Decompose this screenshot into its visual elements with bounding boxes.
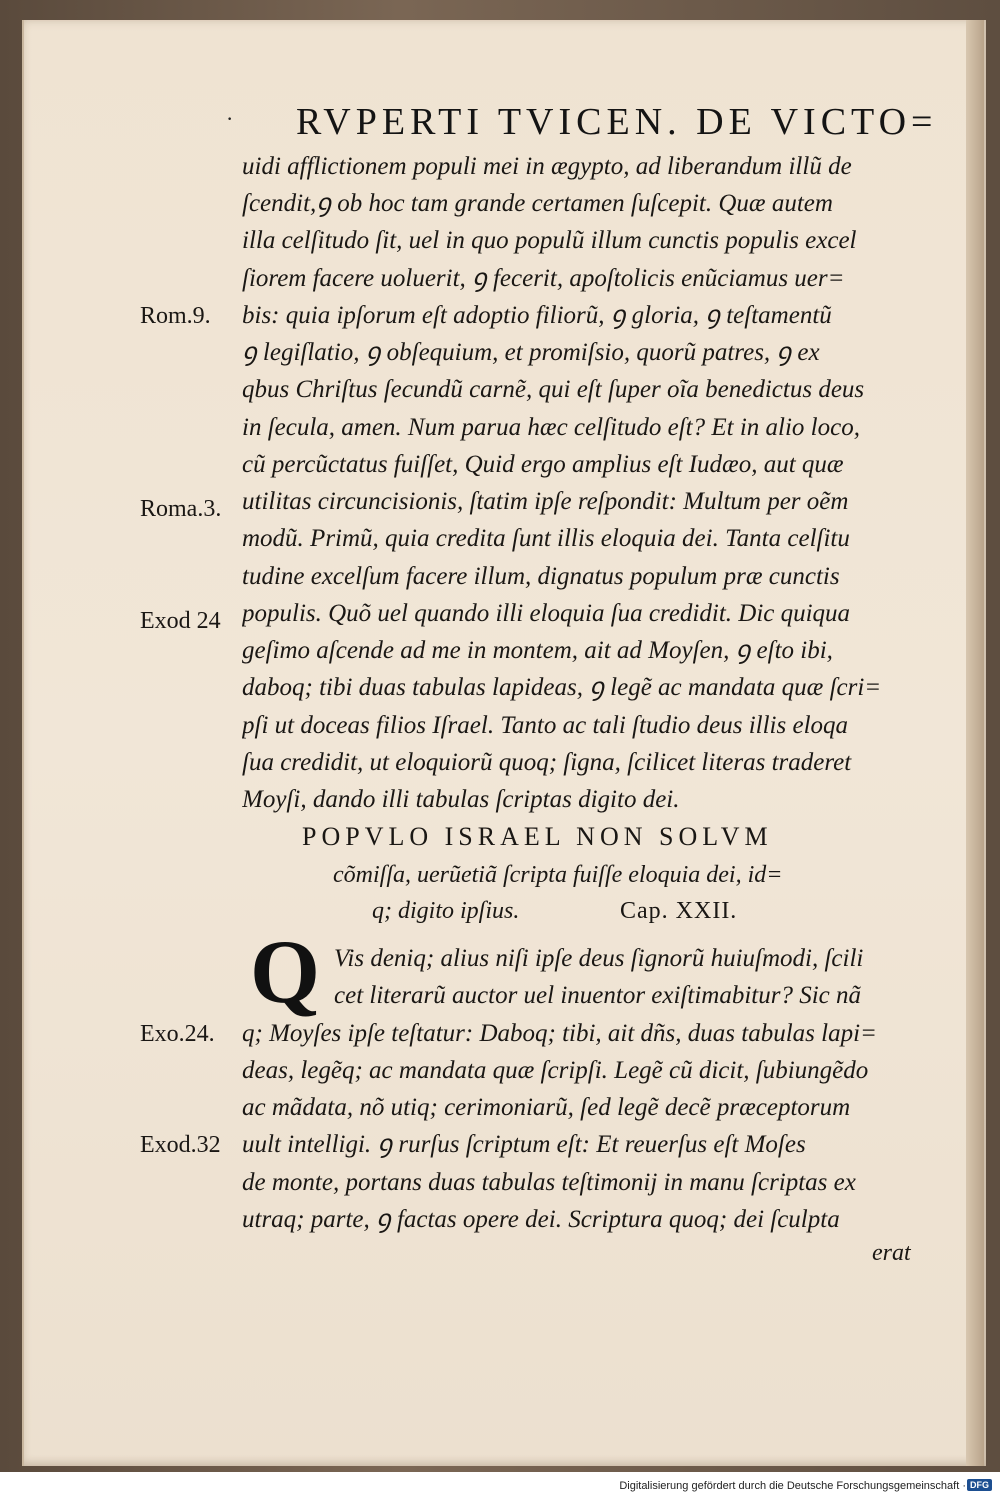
text-line: ſua credidit, ut eloquiorũ quoq; ſigna, ſcilicet literas traderet [242,749,852,776]
margin-note-roma3: Roma.3. [140,496,222,522]
text-line: Vis deniq; alius niſi ipſe deus ſignorũ huiuſmodi, ſcili [334,945,864,972]
text-line: pſi ut doceas filios Iſrael. Tanto ac tali ſtudio deus illis eloqa [242,712,849,739]
text-line: q; Moyſes ipſe teſtatur: Daboq; tibi, ait dñs, duas tabulas lapi= [242,1020,877,1047]
text-line: qbus Chriſtus ſecundũ carnẽ, qui eſt ſuper oĩa benedictus deus [242,376,865,403]
page-edge [966,20,984,1466]
text-line: utraq; parte, ꝯ factas opere dei. Scriptura quoq; dei ſculpta [242,1206,840,1233]
text-line: deas, legẽq; ac mandata quæ ſcripſi. Legẽ cũ dicit, ſubiungẽdo [242,1057,869,1084]
chapter-number: Cap. XXII. [620,898,738,924]
text-line: cet literarũ auctor uel inuentor exiſtimabitur? Sic nã [334,982,862,1009]
text-line: bis: quia ipſorum eſt adoptio filiorũ, ꝯ gloria, ꝯ teſtamentũ [242,302,832,329]
margin-note-exod24: Exod 24 [140,608,221,634]
footer-credit: Digitalisierung gefördert durch die Deutsche Forschungsgemeinschaft · [619,1480,966,1492]
text-line: geſimo aſcende ad me in montem, ait ad Moyſen, ꝯ eſto ibi, [242,637,833,664]
margin-note-exod32: Exod.32 [140,1132,221,1158]
text-line: uult intelligi. ꝯ rurſus ſcriptum eſt: Et reuerſus eſt Moſes [242,1131,806,1158]
margin-note-exo24: Exo.24. [140,1021,215,1047]
text-line: populis. Quõ uel quando illi eloquia ſua credidit. Dic quiqua [242,600,851,627]
text-line: modũ. Primũ, quia credita ſunt illis eloquia dei. Tanta celſitu [242,525,850,552]
header-mark: · [226,106,234,131]
text-line: tudine excelſum facere illum, dignatus populum præ cunctis [242,563,840,590]
text-line: Moyſi, dando illi tabulas ſcriptas digito dei. [242,786,680,813]
dfg-logo: DFG [967,1479,992,1491]
text-line: in ſecula, amen. Num parua hæc celſitudo eſt? Et in alio loco, [242,414,860,441]
text-line: ſcendit,ꝯ ob hoc tam grande certamen ſuſcepit. Quæ autem [242,190,833,217]
chapter-subtitle: cõmiſſa, uerũetiã ſcripta fuiſſe eloquia dei, id= [333,862,783,888]
text-line: utilitas circuncisionis, ſtatim ipſe reſpondit: Multum per oẽm [242,488,849,515]
drop-cap-initial: Q [250,923,321,1022]
chapter-title: POPVLO ISRAEL NON SOLVM [302,822,773,851]
text-line: uidi afflictionem populi mei in ægypto, ad liberandum illũ de [242,153,852,180]
text-line: ſiorem facere uoluerit, ꝯ fecerit, apoſtolicis enũciamus uer= [242,265,845,292]
margin-note-rom9: Rom.9. [140,303,211,329]
text-line: illa celſitudo ſit, uel in quo populũ illum cunctis populis excel [242,227,857,254]
text-line: ꝯ legiſlatio, ꝯ obſequium, et promiſsio, quorũ patres, ꝯ ex [242,339,820,366]
catchword: erat [872,1240,911,1266]
running-head: RVPERTI TVICEN. DE VICTO= [296,101,938,143]
chapter-subtitle-cont: q; digito ipſius. [372,898,520,924]
text-line: cũ percũctatus fuiſſet, Quid ergo amplius eſt Iudæo, aut quæ [242,451,844,478]
text-line: daboq; tibi duas tabulas lapideas, ꝯ legẽ ac mandata quæ ſcri= [242,674,882,701]
text-line: ac mãdata, nõ utiq; cerimoniarũ, ſed legẽ decẽ præceptorum [242,1094,851,1121]
text-line: de monte, portans duas tabulas teſtimonij in manu ſcriptas ex [242,1169,856,1196]
